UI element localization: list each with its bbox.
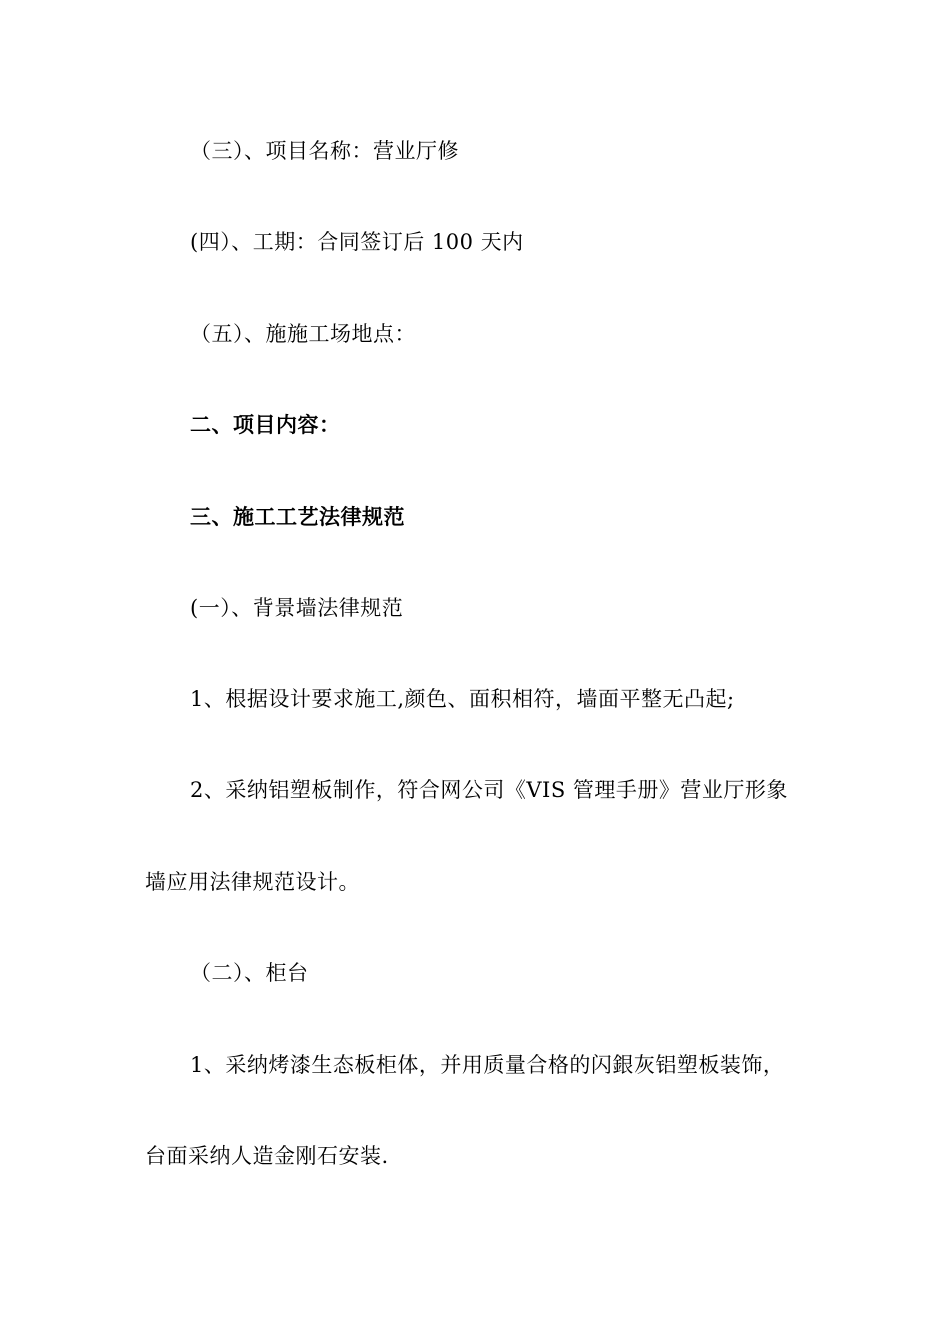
- paragraph-2-1-continued: 台面采纳人造金刚石安装.: [145, 1144, 389, 1168]
- item-5-site-location: （五）、施施工场地点：: [190, 322, 416, 346]
- paragraph-2-1: 1、采纳烤漆生态板柜体，并用质量合格的闪銀灰铝塑板装饰，: [190, 1053, 785, 1077]
- item-3-project-name: （三）、项目名称：营业厅修: [190, 139, 459, 163]
- paragraph-1-1: 1、根据设计要求施工,颜色、面积相符，墙面平整无凸起;: [190, 687, 735, 711]
- subsection-2-heading: （二）、柜台: [190, 961, 309, 985]
- item-4-duration: (四）、工期：合同签订后 100 天内: [190, 230, 524, 254]
- subsection-1-heading: (一）、背景墙法律规范: [190, 596, 404, 620]
- paragraph-1-2-continued: 墙应用法律规范设计。: [145, 870, 360, 894]
- paragraph-1-2: 2、采纳铝塑板制作，符合网公司《VIS 管理手册》营业厅形象: [190, 778, 788, 802]
- section-2-heading: 二、项目内容：: [190, 413, 341, 437]
- section-3-heading: 三、施工工艺法律规范: [190, 505, 405, 529]
